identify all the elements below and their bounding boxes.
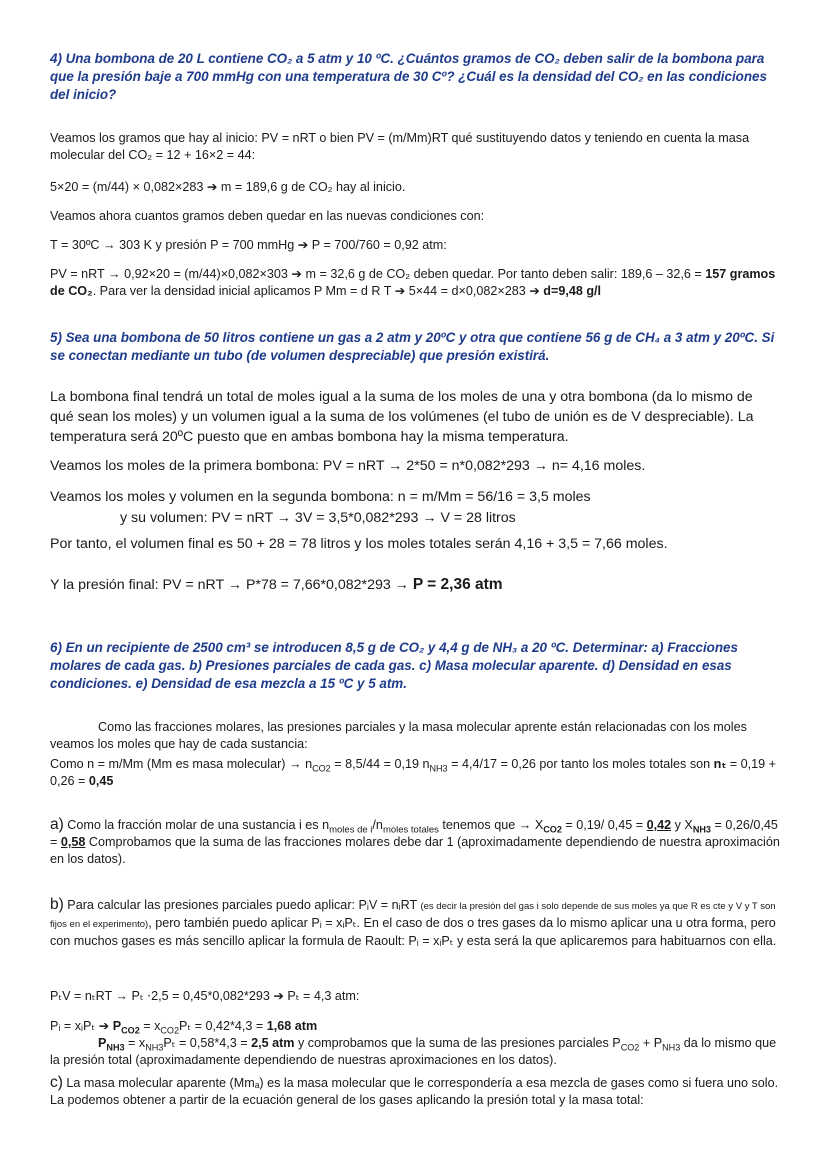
problem-6-part-c xyxy=(50,1074,780,1109)
part-a-text-3: tenemos que → X xyxy=(438,818,544,832)
pnh3-text-g: y comprobamos que la suma de las presiones parciales P xyxy=(294,1036,621,1050)
p4-result-density: d=9,48 g/l xyxy=(543,284,602,298)
problem-4-title: 4) Una bombona de 20 L contiene CO₂ a 5 atm y 10 ºC. ¿Cuántos gramos de CO₂ deben salir de la bombona para que la presión baje a 700 mmHg con una temperatura de 30 Cº? ¿Cuál es la densidad del CO₂ en las condiciones del inicio? xyxy=(50,51,767,102)
pco2-text-a: Pᵢ = xᵢPₜ ➔ xyxy=(50,1019,113,1033)
intro-text-a: Como n = m/Mm (Mm es masa molecular) → n xyxy=(50,757,313,771)
part-a-text-9: Comprobamos que la suma de las fracciones molares debe dar 1 (aproximadamente dependiendo de nuestra aproximación en los datos). xyxy=(50,835,780,866)
part-b-note: (es decir la presión del gas i solo depende de sus moles ya que R es cte y V y T son fijos en el experimento) xyxy=(50,901,776,930)
part-a-text-7: = 0,26/0,45 = xyxy=(50,818,778,849)
p5-final-text: Y la presión final: PV = nRT → P*78 = 7,66*0,082*293 → xyxy=(50,577,413,593)
part-b-text-2: , pero también puedo aplicar Pᵢ = xᵢPₜ. En el caso de dos o tres gases da lo mismo aplicar una u otra forma, pero con muchos gases es más sencillo aplicar la formula de Raoult: Pᵢ = xᵢPₜ y esta será la que aplicaremos para habituarnos con ella. xyxy=(50,916,777,948)
part-a-sub-4: NH3 xyxy=(692,824,711,835)
problem-5-paragraph-3: Veamos los moles y volumen en la segunda bombona: n = m/Mm = 56/16 = 3,5 moles xyxy=(50,489,591,505)
pnh3-text-e: Pₜ = 0,58*4,3 = xyxy=(163,1036,252,1050)
pnh3-sub-x: NH3 xyxy=(145,1042,164,1053)
part-a-xnh3: 0,58 xyxy=(60,835,86,849)
intro-text-c: = 8,5/44 = 0,19 n xyxy=(330,757,430,771)
problem-5-paragraph-2: Veamos los moles de la primera bombona: PV = nRT → 2*50 = n*0,082*293 → n= 4,16 moles. xyxy=(50,458,646,474)
intro-text-g: = 0,19 + 0,26 = xyxy=(50,757,776,788)
p4-result-grams: 157 gramos de CO₂ xyxy=(50,267,776,298)
p4-text-a: PV = nRT → 0,92×20 = (m/44)×0,082×303 ➔ m = 32,6 g de CO₂ deben quedar. Por tanto deben salir: 189,6 – 32,6 = xyxy=(50,267,706,281)
part-a-label: a) xyxy=(50,816,64,833)
problem-6-part-a xyxy=(50,816,780,868)
problem-6-intro-2 xyxy=(50,756,780,790)
intro-sub-nh3: NH3 xyxy=(429,763,448,774)
part-b-label: b) xyxy=(50,896,64,913)
pco2-result: 1,68 atm xyxy=(266,1019,318,1033)
problem-4-paragraph-1: Veamos los gramos que hay al inicio: PV = nRT o bien PV = (m/Mm)RT qué sustituyendo datos y teniendo en cuenta la masa molecular del CO₂ = 12 + 16×2 = 44: xyxy=(50,131,750,162)
problem-6-part-b-equation: PₜV = nₜRT → Pₜ ⋅2,5 = 0,45*0,082*293 ➔ Pₜ = 4,3 atm: xyxy=(50,989,360,1003)
pnh3-text-k: da lo mismo que la presión total (aproximadamente dependiendo de nuestras aproximaciones en los datos). xyxy=(50,1036,777,1067)
part-a-text-1: Como la fracción molar de una sustancia i es n xyxy=(63,818,330,832)
problem-4-paragraph-5 xyxy=(50,266,780,300)
pco2-symbol: P xyxy=(112,1019,122,1033)
pnh3-symbol: P xyxy=(98,1036,107,1050)
part-c-text: La masa molecular aparente (Mmₐ) es la masa molecular que le correspondería a esa mezcla de gases como si fuera uno solo. La podemos obtener a partir de la ecuación general de los gases aplicando la presión total y la masa total: xyxy=(50,1076,779,1107)
problem-6-intro-1: Como las fracciones molares, las presiones parciales y la masa molecular aprente están relacionadas con los moles veamos los moles que hay de cada sustancia: xyxy=(50,720,747,751)
part-c-label: c) xyxy=(50,1074,63,1091)
pnh3-sub: NH3 xyxy=(106,1042,125,1053)
p5-final-result: P = 2,36 atm xyxy=(412,576,503,593)
part-a-sub-3: CO2 xyxy=(543,824,562,835)
part-a-text-4: = 0,19/ 0,45 = xyxy=(561,818,647,832)
problem-6-part-b-pnh3 xyxy=(50,1035,780,1069)
problem-6-title: 6) En un recipiente de 2500 cm³ se introducen 8,5 g de CO₂ y 4,4 g de NH₃ a 20 ºC. Determinar: a) Fracciones molares de cada gas. b) Presiones parciales de cada gas. c) Masa molecular aparente. d) Densidad en esas condiciones. e) Densidad de esa mezcla a 15 ºC y 5 atm. xyxy=(50,640,738,691)
pnh3-sub-nh3: NH3 xyxy=(662,1042,681,1053)
intro-nt: nₜ xyxy=(713,757,727,771)
pnh3-text-i: + P xyxy=(639,1036,663,1050)
pco2-text-d: = x xyxy=(139,1019,161,1033)
pnh3-text-c: = x xyxy=(124,1036,146,1050)
problem-5-title: 5) Sea una bombona de 50 litros contiene un gas a 2 atm y 20ºC y otra que contiene 56 g de CH₄ a 3 atm y 20ºC. Si se conectan mediante un tubo (de volumen despreciable) que presión existirá. xyxy=(50,330,775,363)
problem-5-paragraph-1: La bombona final tendrá un total de moles igual a la suma de los moles de una y otra bombona (da lo mismo de qué sean los moles) y un volumen igual a la suma de los volúmenes (el tubo de unión es de V despreciable). La temperatura será 20ºC puesto que en ambas bombona hay la misma temperatura. xyxy=(50,389,754,445)
p4-text-c: . Para ver la densidad inicial aplicamos P Mm = d R T ➔ 5×44 = d×0,082×283 ➔ xyxy=(92,284,544,298)
intro-text-e: = 4,4/17 = 0,26 por tanto los moles totales son xyxy=(447,757,714,771)
part-a-xco2: 0,42 xyxy=(646,818,672,832)
problem-6-part-b-pco2 xyxy=(50,1018,780,1035)
problem-4-paragraph-2: 5×20 = (m/44) × 0,082×283 ➔ m = 189,6 g de CO₂ hay al inicio. xyxy=(50,180,406,194)
problem-4-paragraph-4: T = 30ºC → 303 K y presión P = 700 mmHg ➔ P = 700/760 = 0,92 atm: xyxy=(50,238,447,252)
pnh3-result: 2,5 atm xyxy=(251,1036,295,1050)
part-a-sub-2: moles totales xyxy=(382,824,439,836)
problem-4-paragraph-3: Veamos ahora cuantos gramos deben quedar en las nuevas condiciones con: xyxy=(50,209,485,223)
intro-total-moles: 0,45 xyxy=(88,774,114,788)
part-a-sub-1: moles de i xyxy=(329,824,373,836)
problem-5-paragraph-5: Por tanto, el volumen final es 50 + 28 = 78 litros y los moles totales serán 4,16 + 3,5 = 7,66 moles. xyxy=(50,536,668,552)
pco2-text-f: Pₜ = 0,42*4,3 = xyxy=(179,1019,267,1033)
pnh3-sub-co2: CO2 xyxy=(620,1042,640,1053)
pco2-sub-x: CO2 xyxy=(160,1025,180,1036)
pco2-sub: CO2 xyxy=(121,1025,140,1036)
problem-6-part-b xyxy=(50,896,780,950)
part-a-text-2: /n xyxy=(372,818,383,832)
part-b-text-1: Para calcular las presiones parciales puedo aplicar: PᵢV = nᵢRT xyxy=(63,898,421,912)
problem-5-paragraph-4: y su volumen: PV = nRT → 3V = 3,5*0,082*293 → V = 28 litros xyxy=(120,510,516,526)
part-a-text-6: y X xyxy=(671,818,693,832)
problem-5-paragraph-6 xyxy=(50,575,780,595)
intro-sub-co2: CO2 xyxy=(312,763,331,774)
